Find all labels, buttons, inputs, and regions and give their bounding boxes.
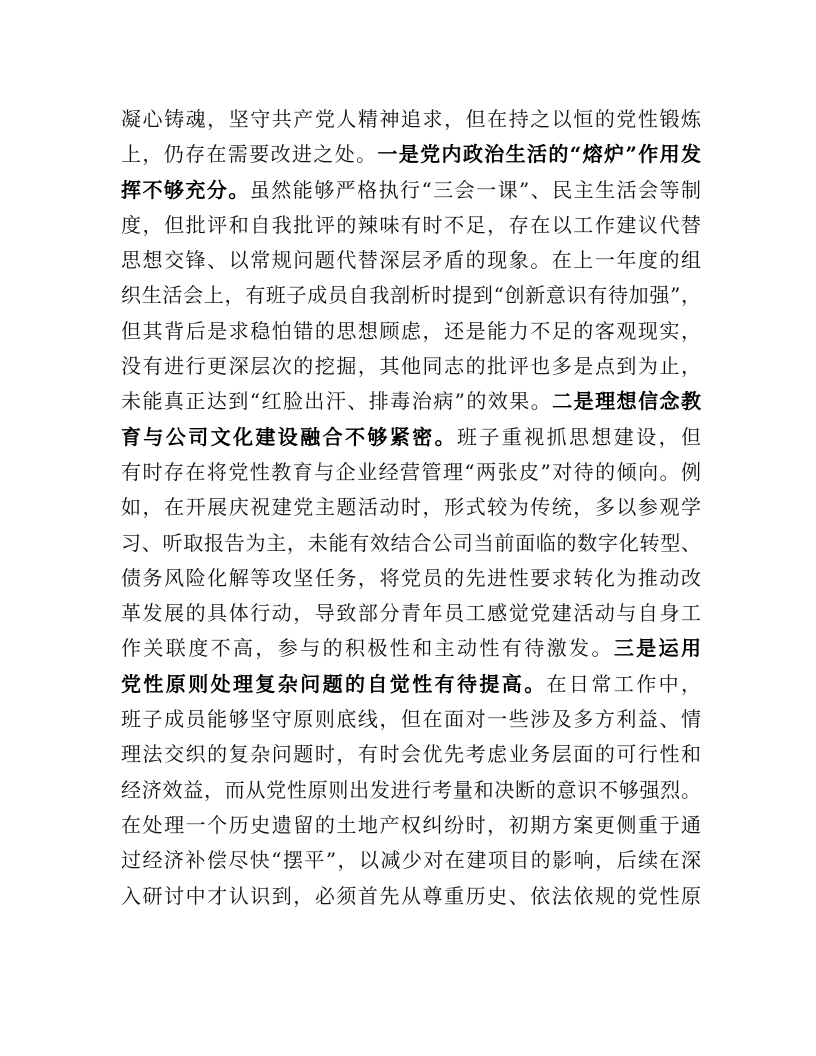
- body-text-run: 没有进行更深层次的挖掘，其他同志的批评也多是点到为止，: [121, 354, 701, 379]
- text-line: [121, 208, 701, 243]
- body-text-run: 度，但批评和自我批评的辣味有时不足，存在以工作建议代替: [121, 212, 701, 237]
- body-text-run: 未能真正达到“红脸出汗、排毒治病”的效果。: [121, 389, 553, 414]
- body-text-run: 虽然能够严格执行“三会一课”、民主生活会等制: [249, 177, 702, 202]
- text-line: [121, 455, 701, 490]
- body-text-run: 思想交锋、以常规问题代替深层矛盾的现象。在上一年度的组: [121, 248, 701, 273]
- bold-heading-text: 党性原则处理复杂问题的自觉性有待提高。: [121, 671, 547, 696]
- text-line: [121, 278, 701, 313]
- text-line: [121, 808, 701, 843]
- body-text-run: 但其背后是求稳怕错的思想顾虑，还是能力不足的客观现实，: [121, 318, 701, 343]
- body-text-run: 班子成员能够坚守原则底线，但在面对一些涉及多方利益、情: [121, 707, 701, 732]
- text-line: [121, 526, 701, 561]
- body-text-run: 革发展的具体行动，导致部分青年员工感觉党建活动与自身工: [121, 601, 701, 626]
- body-text-run: 入研讨中才认识到，必须首先从尊重历史、依法依规的党性原: [121, 883, 701, 908]
- body-text-run: 在处理一个历史遗留的土地产权纠纷时，初期方案更侧重于通: [121, 812, 701, 837]
- text-line: [121, 384, 701, 419]
- text-line: [121, 243, 701, 278]
- text-line: [121, 349, 701, 384]
- text-line: [121, 737, 701, 772]
- text-line: [121, 596, 701, 631]
- bold-heading-text: 二是理想信念教: [552, 389, 702, 414]
- text-line: [121, 773, 701, 808]
- body-text-run: 理法交织的复杂问题时，有时会优先考虑业务层面的可行性和: [121, 742, 701, 767]
- text-line: [121, 490, 701, 525]
- text-line: [121, 173, 701, 208]
- text-line: [121, 314, 701, 349]
- text-line: [121, 420, 701, 455]
- body-text-run: 凝心铸魂，坚守共产党人精神追求，但在持之以恒的党性锻炼: [121, 107, 701, 131]
- body-text-run: 债务风险化解等攻坚任务，将党员的先进性要求转化为推动改: [121, 565, 701, 590]
- bold-heading-text: 三是运用: [613, 636, 702, 661]
- body-paragraph: [121, 102, 701, 914]
- body-text-run: 过经济补偿尽快“摆平”，以减少对在建项目的影响，后续在深: [121, 848, 701, 873]
- text-line: [121, 631, 701, 666]
- text-line: [121, 667, 701, 702]
- text-line: [121, 879, 701, 914]
- text-line: [121, 702, 701, 737]
- text-line: [121, 843, 701, 878]
- body-text-run: 如，在开展庆祝建党主题活动时，形式较为传统，多以参观学: [121, 495, 701, 520]
- body-text-run: 作关联度不高，参与的积极性和主动性有待激发。: [121, 636, 614, 661]
- text-line: [121, 102, 701, 137]
- body-text-run: 班子重视抓思想建设，但: [457, 424, 701, 449]
- bold-heading-text: 一是党内政治生活的“熔炉”作用发: [377, 142, 701, 167]
- bold-heading-text: 育与公司文化建设融合不够紧密。: [121, 424, 457, 449]
- body-text-run: 在日常工作中，: [546, 671, 702, 696]
- body-text-run: 织生活会上，有班子成员自我剖析时提到“创新意识有待加强”，: [121, 283, 701, 308]
- body-text-run: 上，仍存在需要改进之处。: [121, 142, 378, 167]
- bold-heading-text: 挥不够充分。: [121, 177, 250, 202]
- body-text-run: 经济效益，而从党性原则出发进行考量和决断的意识不够强烈。: [121, 777, 701, 802]
- text-line: [121, 561, 701, 596]
- body-text-run: 有时存在将党性教育与企业经营管理“两张皮”对待的倾向。例: [121, 459, 701, 484]
- text-line: [121, 137, 701, 172]
- body-text-run: 习、听取报告为主，未能有效结合公司当前面临的数字化转型、: [121, 530, 701, 555]
